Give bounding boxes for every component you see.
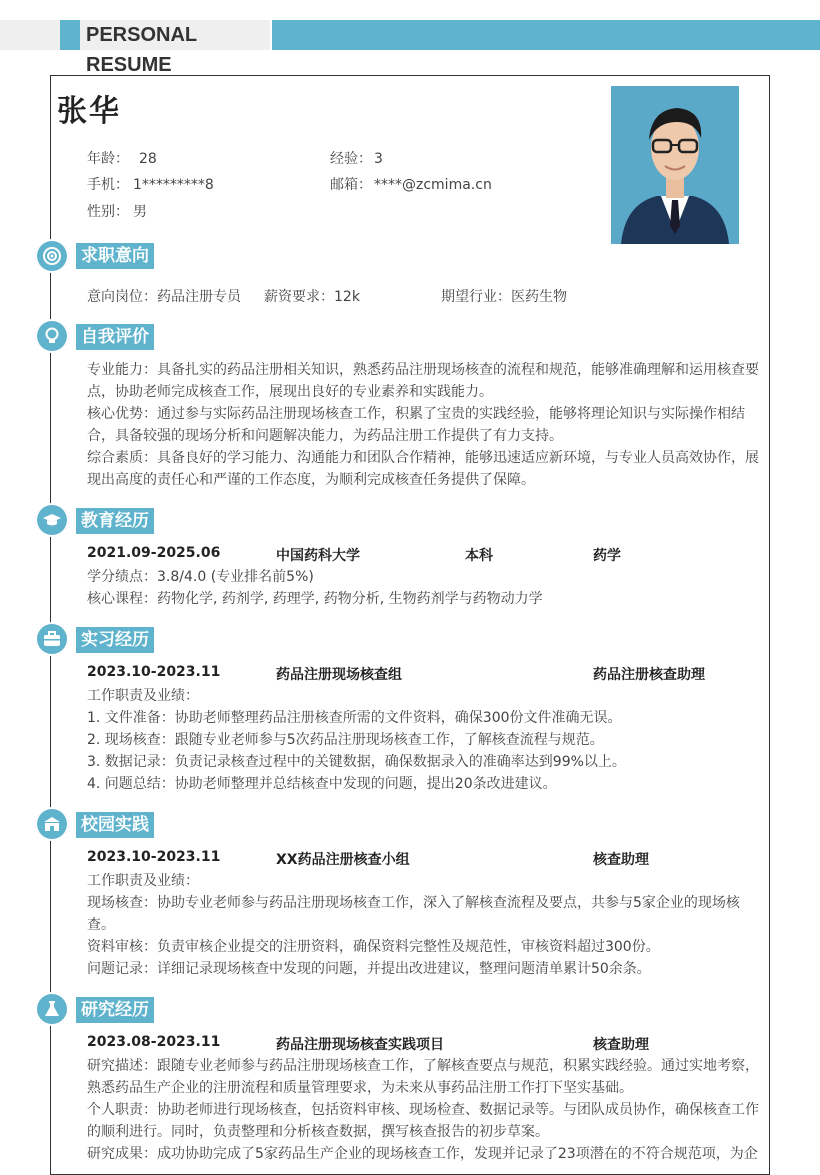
campus-detail-line: 资料审核：负责审核企业提交的注册资料，确保资料完整性及规范性，审核资料超过300份。 (87, 939, 660, 955)
internship-detail-line: 工作职责及业绩： (87, 688, 199, 704)
age-label: 年龄： (87, 151, 129, 167)
header-band-accent (60, 20, 80, 50)
education-period: 2021.09-2025.06 (87, 545, 221, 561)
age-value: 28 (139, 151, 157, 167)
internship-detail-line: 4. 问题总结：协助老师整理并总结核查中发现的问题，提出20条改进建议。 (87, 776, 557, 792)
research-detail-line: 研究成果：成功协助完成了5家药品生产企业的现场核查工作，发现并记录了23项潜在的不符合规范项，为企 (87, 1146, 758, 1162)
bulb-icon (37, 321, 67, 351)
research-detail-line: 的顺利进行。同时，负责整理和分析核查数据，撰写核查报告的初步草案。 (87, 1124, 549, 1140)
campus-detail-line: 现场核查：协助专业老师参与药品注册现场核查工作，深入了解核查流程及要点，共参与5家企业的现场核 (87, 895, 740, 911)
internship-detail-line: 3. 数据记录：负责记录核查过程中的关键数据，确保数据录入的准确率达到99%以上。 (87, 754, 626, 770)
internship-role: 药品注册核查助理 (593, 667, 705, 683)
education-degree: 本科 (465, 548, 493, 564)
gender-info (87, 201, 147, 221)
phone-value: 1*********8 (133, 177, 214, 193)
gender-label: 性别： (87, 204, 129, 220)
timeline-line (50, 255, 51, 1160)
briefcase-icon (37, 624, 67, 654)
experience-info (330, 148, 383, 168)
self-evaluation-line: 专业能力：具备扎实的药品注册相关知识，熟悉药品注册现场核查的流程和规范，能够准确理解和运用核查要 (87, 362, 759, 378)
candidate-photo (611, 86, 739, 244)
research-project: 药品注册现场核查实践项目 (276, 1037, 444, 1053)
section-title-self-evaluation: 自我评价 (76, 324, 154, 350)
campus-role: 核查助理 (593, 852, 649, 868)
expected-industry: 期望行业：医药生物 (441, 289, 567, 305)
section-title-internship: 实习经历 (76, 627, 154, 653)
candidate-name: 张华 (57, 94, 121, 129)
self-evaluation-line: 合，具备较强的现场分析和问题解决能力，为药品注册工作提供了有力支持。 (87, 428, 563, 444)
self-evaluation-line: 综合素质：具备良好的学习能力、沟通能力和团队合作精神，能够迅速适应新环境，与专业人员高效协作，展 (87, 450, 759, 466)
intended-position: 意向岗位：药品注册专员 (87, 289, 241, 305)
email-value: ****@zcmima.cn (374, 177, 492, 193)
research-detail-line: 熟悉药品生产企业的注册流程和质量管理要求，为未来从事药品注册工作打下坚实基础。 (87, 1080, 633, 1096)
section-title-campus-practice: 校园实践 (76, 812, 154, 838)
self-evaluation-line: 现出高度的责任心和严谨的工作态度，为顺利完成核查任务提供了保障。 (87, 472, 535, 488)
internship-period: 2023.10-2023.11 (87, 664, 221, 680)
phone-info (87, 174, 214, 194)
gender-value: 男 (133, 204, 147, 220)
experience-label: 经验： (330, 151, 372, 167)
email-info (330, 174, 492, 194)
research-period: 2023.08-2023.11 (87, 1034, 221, 1050)
target-icon (37, 241, 67, 271)
internship-detail-line: 1. 文件准备：协助老师整理药品注册核查所需的文件资料，确保300份文件准确无误。 (87, 710, 622, 726)
education-detail-line: 学分绩点：3.8/4.0 (专业排名前5%) (87, 569, 314, 585)
salary-requirement: 薪资要求：12k (264, 289, 360, 305)
section-title-job-intention: 求职意向 (76, 243, 154, 269)
research-detail-line: 研究描述：跟随专业老师参与药品注册现场核查工作，了解核查要点与规范，积累实践经验。通过实地考察， (87, 1058, 759, 1074)
header-band-right (272, 20, 820, 50)
campus-detail-line: 查。 (87, 917, 115, 933)
section-title-education: 教育经历 (76, 508, 154, 534)
self-evaluation-line: 点，协助老师完成核查工作，展现出良好的专业素养和实践能力。 (87, 384, 493, 400)
education-major: 药学 (593, 548, 621, 564)
phone-label: 手机： (87, 177, 129, 193)
age-info (87, 148, 157, 168)
research-detail-line: 个人职责：协助老师进行现场核查，包括资料审核、现场检查、数据记录等。与团队成员协作，确保核查工作 (87, 1102, 759, 1118)
campus-detail-line: 工作职责及业绩： (87, 873, 199, 889)
education-detail-line: 核心课程：药物化学, 药剂学, 药理学, 药物分析, 生物药剂学与药物动力学 (87, 591, 543, 607)
graduation-cap-icon (37, 505, 67, 535)
campus-detail-line: 问题记录：详细记录现场核查中发现的问题，并提出改进建议，整理问题清单累计50余条。 (87, 961, 651, 977)
internship-detail-line: 2. 现场核查：跟随专业老师参与5次药品注册现场核查工作，了解核查流程与规范。 (87, 732, 604, 748)
flask-icon (37, 994, 67, 1024)
self-evaluation-line: 核心优势：通过参与实际药品注册现场核查工作，积累了宝贵的实践经验，能够将理论知识与实际操作相结 (87, 406, 745, 422)
campus-period: 2023.10-2023.11 (87, 849, 221, 865)
resume-header-title: PERSONAL RESUME (80, 20, 270, 50)
education-school: 中国药科大学 (276, 548, 360, 564)
email-label: 邮箱： (330, 177, 372, 193)
internship-organization: 药品注册现场核查组 (276, 667, 402, 683)
school-building-icon (37, 809, 67, 839)
campus-organization: XX药品注册核查小组 (276, 852, 410, 868)
section-title-research: 研究经历 (76, 997, 154, 1023)
header-band-left (0, 20, 60, 50)
research-role: 核查助理 (593, 1037, 649, 1053)
experience-value: 3 (374, 151, 383, 167)
